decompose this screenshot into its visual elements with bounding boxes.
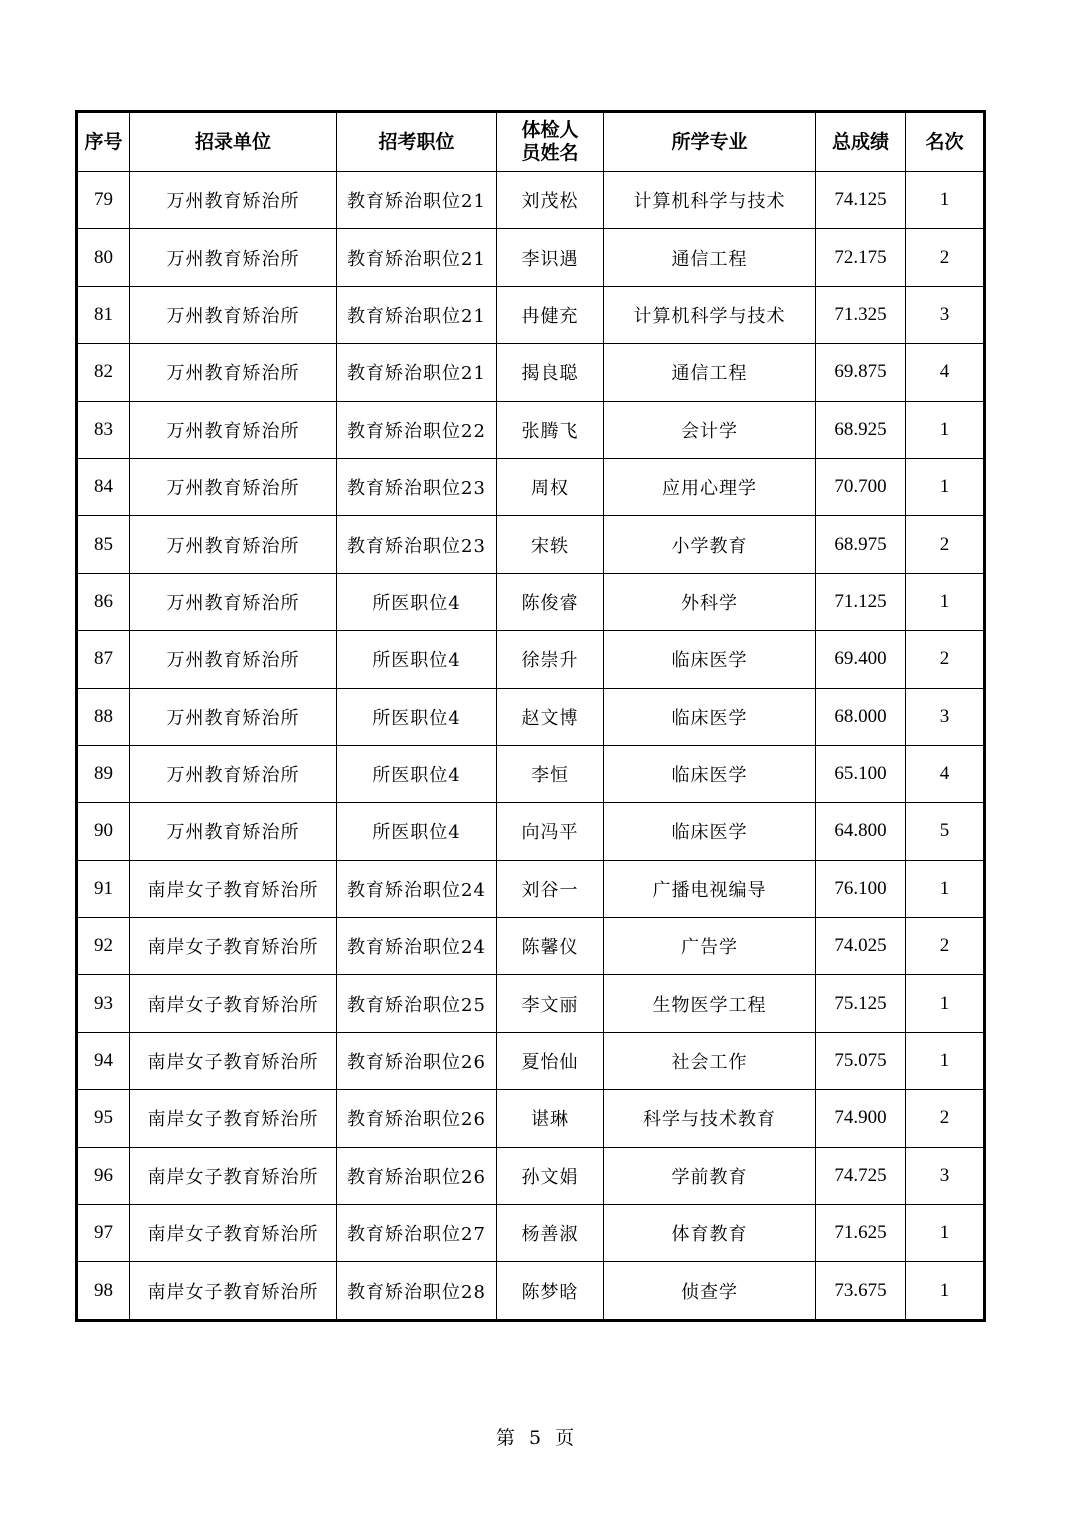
- cell-position: 教育矫治职位22: [337, 401, 497, 458]
- header-major: 所学专业: [604, 112, 816, 172]
- cell-name: 陈馨仪: [497, 918, 604, 975]
- cell-major: 临床医学: [604, 631, 816, 688]
- cell-seq: 82: [77, 344, 130, 401]
- table-row: [77, 688, 985, 745]
- cell-major: 计算机科学与技术: [604, 172, 816, 229]
- cell-score: 64.800: [816, 803, 906, 860]
- cell-seq: 83: [77, 401, 130, 458]
- header-examinee-line1: 体检人: [521, 119, 579, 141]
- cell-rank: 2: [906, 1090, 985, 1147]
- cell-seq: 93: [77, 975, 130, 1032]
- cell-seq: 92: [77, 918, 130, 975]
- table-row: [77, 172, 985, 229]
- cell-score: 68.975: [816, 516, 906, 573]
- cell-seq: 84: [77, 458, 130, 515]
- cell-score: 71.125: [816, 573, 906, 630]
- cell-rank: 2: [906, 516, 985, 573]
- cell-position: 所医职位4: [337, 631, 497, 688]
- cell-major: 临床医学: [604, 688, 816, 745]
- cell-score: 68.925: [816, 401, 906, 458]
- cell-rank: 1: [906, 860, 985, 917]
- cell-score: 69.400: [816, 631, 906, 688]
- cell-unit: 万州教育矫治所: [130, 401, 337, 458]
- cell-score: 73.675: [816, 1262, 906, 1320]
- cell-major: 临床医学: [604, 745, 816, 802]
- cell-unit: 南岸女子教育矫治所: [130, 975, 337, 1032]
- cell-name: 陈俊睿: [497, 573, 604, 630]
- cell-position: 教育矫治职位25: [337, 975, 497, 1032]
- cell-unit: 万州教育矫治所: [130, 286, 337, 343]
- cell-major: 通信工程: [604, 344, 816, 401]
- cell-major: 广告学: [604, 918, 816, 975]
- cell-position: 教育矫治职位21: [337, 344, 497, 401]
- cell-rank: 1: [906, 975, 985, 1032]
- cell-name: 李恒: [497, 745, 604, 802]
- cell-seq: 81: [77, 286, 130, 343]
- table-row: [77, 1032, 985, 1089]
- cell-name: 李文丽: [497, 975, 604, 1032]
- cell-seq: 98: [77, 1262, 130, 1320]
- cell-score: 72.175: [816, 229, 906, 286]
- cell-score: 65.100: [816, 745, 906, 802]
- table-row: [77, 458, 985, 515]
- header-examinee-line2: 员姓名: [521, 142, 579, 164]
- cell-name: 夏怡仙: [497, 1032, 604, 1089]
- cell-major: 社会工作: [604, 1032, 816, 1089]
- cell-rank: 1: [906, 172, 985, 229]
- cell-rank: 2: [906, 229, 985, 286]
- cell-major: 计算机科学与技术: [604, 286, 816, 343]
- header-row: [77, 112, 985, 172]
- cell-rank: 2: [906, 918, 985, 975]
- cell-position: 教育矫治职位21: [337, 286, 497, 343]
- cell-name: 徐崇升: [497, 631, 604, 688]
- table-row: [77, 286, 985, 343]
- results-table: [75, 110, 986, 1322]
- cell-score: 68.000: [816, 688, 906, 745]
- table-row: [77, 803, 985, 860]
- cell-rank: 1: [906, 401, 985, 458]
- cell-major: 体育教育: [604, 1205, 816, 1262]
- cell-rank: 1: [906, 1262, 985, 1320]
- cell-seq: 94: [77, 1032, 130, 1089]
- cell-position: 所医职位4: [337, 688, 497, 745]
- cell-position: 教育矫治职位28: [337, 1262, 497, 1320]
- cell-position: 教育矫治职位23: [337, 516, 497, 573]
- cell-unit: 南岸女子教育矫治所: [130, 1032, 337, 1089]
- cell-seq: 96: [77, 1147, 130, 1204]
- cell-unit: 南岸女子教育矫治所: [130, 1205, 337, 1262]
- cell-name: 杨善淑: [497, 1205, 604, 1262]
- cell-rank: 3: [906, 688, 985, 745]
- cell-seq: 79: [77, 172, 130, 229]
- cell-major: 学前教育: [604, 1147, 816, 1204]
- table-row: [77, 745, 985, 802]
- cell-name: 孙文娟: [497, 1147, 604, 1204]
- cell-seq: 91: [77, 860, 130, 917]
- cell-position: 教育矫治职位27: [337, 1205, 497, 1262]
- cell-unit: 万州教育矫治所: [130, 172, 337, 229]
- cell-unit: 南岸女子教育矫治所: [130, 1262, 337, 1320]
- cell-unit: 南岸女子教育矫治所: [130, 1090, 337, 1147]
- cell-position: 教育矫治职位24: [337, 860, 497, 917]
- cell-score: 76.100: [816, 860, 906, 917]
- cell-name: 谌琳: [497, 1090, 604, 1147]
- cell-name: 揭良聪: [497, 344, 604, 401]
- cell-seq: 80: [77, 229, 130, 286]
- cell-position: 教育矫治职位24: [337, 918, 497, 975]
- cell-major: 外科学: [604, 573, 816, 630]
- cell-major: 小学教育: [604, 516, 816, 573]
- cell-seq: 95: [77, 1090, 130, 1147]
- cell-major: 科学与技术教育: [604, 1090, 816, 1147]
- table-body: [77, 172, 985, 1321]
- cell-unit: 万州教育矫治所: [130, 631, 337, 688]
- cell-name: 陈梦晗: [497, 1262, 604, 1320]
- cell-major: 侦查学: [604, 1262, 816, 1320]
- cell-name: 刘谷一: [497, 860, 604, 917]
- table-row: [77, 918, 985, 975]
- cell-rank: 1: [906, 458, 985, 515]
- cell-unit: 万州教育矫治所: [130, 688, 337, 745]
- cell-seq: 97: [77, 1205, 130, 1262]
- cell-major: 应用心理学: [604, 458, 816, 515]
- table-row: [77, 229, 985, 286]
- cell-score: 74.025: [816, 918, 906, 975]
- table-row: [77, 631, 985, 688]
- table-row: [77, 860, 985, 917]
- cell-rank: 3: [906, 286, 985, 343]
- cell-seq: 88: [77, 688, 130, 745]
- cell-unit: 南岸女子教育矫治所: [130, 860, 337, 917]
- header-total-score: 总成绩: [816, 112, 906, 172]
- cell-position: 所医职位4: [337, 745, 497, 802]
- header-position: 招考职位: [337, 112, 497, 172]
- header-rank: 名次: [906, 112, 985, 172]
- cell-score: 74.125: [816, 172, 906, 229]
- cell-seq: 86: [77, 573, 130, 630]
- cell-position: 教育矫治职位26: [337, 1147, 497, 1204]
- cell-major: 会计学: [604, 401, 816, 458]
- cell-unit: 万州教育矫治所: [130, 803, 337, 860]
- cell-rank: 1: [906, 1032, 985, 1089]
- table-row: [77, 401, 985, 458]
- cell-seq: 89: [77, 745, 130, 802]
- table-header: [77, 112, 985, 172]
- cell-unit: 南岸女子教育矫治所: [130, 1147, 337, 1204]
- cell-major: 临床医学: [604, 803, 816, 860]
- table-row: [77, 1262, 985, 1320]
- table-row: [77, 975, 985, 1032]
- cell-rank: 2: [906, 631, 985, 688]
- cell-name: 李识遇: [497, 229, 604, 286]
- cell-name: 刘茂松: [497, 172, 604, 229]
- cell-score: 70.700: [816, 458, 906, 515]
- cell-seq: 87: [77, 631, 130, 688]
- cell-unit: 万州教育矫治所: [130, 229, 337, 286]
- cell-rank: 4: [906, 344, 985, 401]
- cell-name: 向冯平: [497, 803, 604, 860]
- cell-major: 生物医学工程: [604, 975, 816, 1032]
- cell-position: 所医职位4: [337, 573, 497, 630]
- cell-name: 宋轶: [497, 516, 604, 573]
- cell-score: 74.900: [816, 1090, 906, 1147]
- cell-major: 广播电视编导: [604, 860, 816, 917]
- cell-name: 张腾飞: [497, 401, 604, 458]
- cell-score: 74.725: [816, 1147, 906, 1204]
- cell-position: 教育矫治职位21: [337, 172, 497, 229]
- table-row: [77, 1090, 985, 1147]
- cell-major: 通信工程: [604, 229, 816, 286]
- cell-rank: 3: [906, 1147, 985, 1204]
- cell-seq: 85: [77, 516, 130, 573]
- cell-position: 教育矫治职位26: [337, 1090, 497, 1147]
- cell-unit: 万州教育矫治所: [130, 573, 337, 630]
- cell-rank: 4: [906, 745, 985, 802]
- cell-name: 周权: [497, 458, 604, 515]
- cell-unit: 南岸女子教育矫治所: [130, 918, 337, 975]
- cell-position: 教育矫治职位23: [337, 458, 497, 515]
- header-unit: 招录单位: [130, 112, 337, 172]
- cell-score: 71.325: [816, 286, 906, 343]
- cell-unit: 万州教育矫治所: [130, 516, 337, 573]
- header-examinee-name: [497, 112, 604, 172]
- table-row: [77, 1205, 985, 1262]
- cell-position: 教育矫治职位21: [337, 229, 497, 286]
- table-row: [77, 344, 985, 401]
- cell-score: 71.625: [816, 1205, 906, 1262]
- table-row: [77, 516, 985, 573]
- table-row: [77, 1147, 985, 1204]
- cell-score: 69.875: [816, 344, 906, 401]
- cell-position: 教育矫治职位26: [337, 1032, 497, 1089]
- cell-rank: 5: [906, 803, 985, 860]
- cell-unit: 万州教育矫治所: [130, 458, 337, 515]
- cell-rank: 1: [906, 573, 985, 630]
- page-number: 第 5 页: [495, 1427, 579, 1449]
- cell-rank: 1: [906, 1205, 985, 1262]
- cell-name: 赵文博: [497, 688, 604, 745]
- header-seq: 序号: [77, 112, 130, 172]
- cell-seq: 90: [77, 803, 130, 860]
- cell-score: 75.075: [816, 1032, 906, 1089]
- cell-position: 所医职位4: [337, 803, 497, 860]
- cell-unit: 万州教育矫治所: [130, 344, 337, 401]
- table-row: [77, 573, 985, 630]
- cell-score: 75.125: [816, 975, 906, 1032]
- cell-name: 冉健充: [497, 286, 604, 343]
- cell-unit: 万州教育矫治所: [130, 745, 337, 802]
